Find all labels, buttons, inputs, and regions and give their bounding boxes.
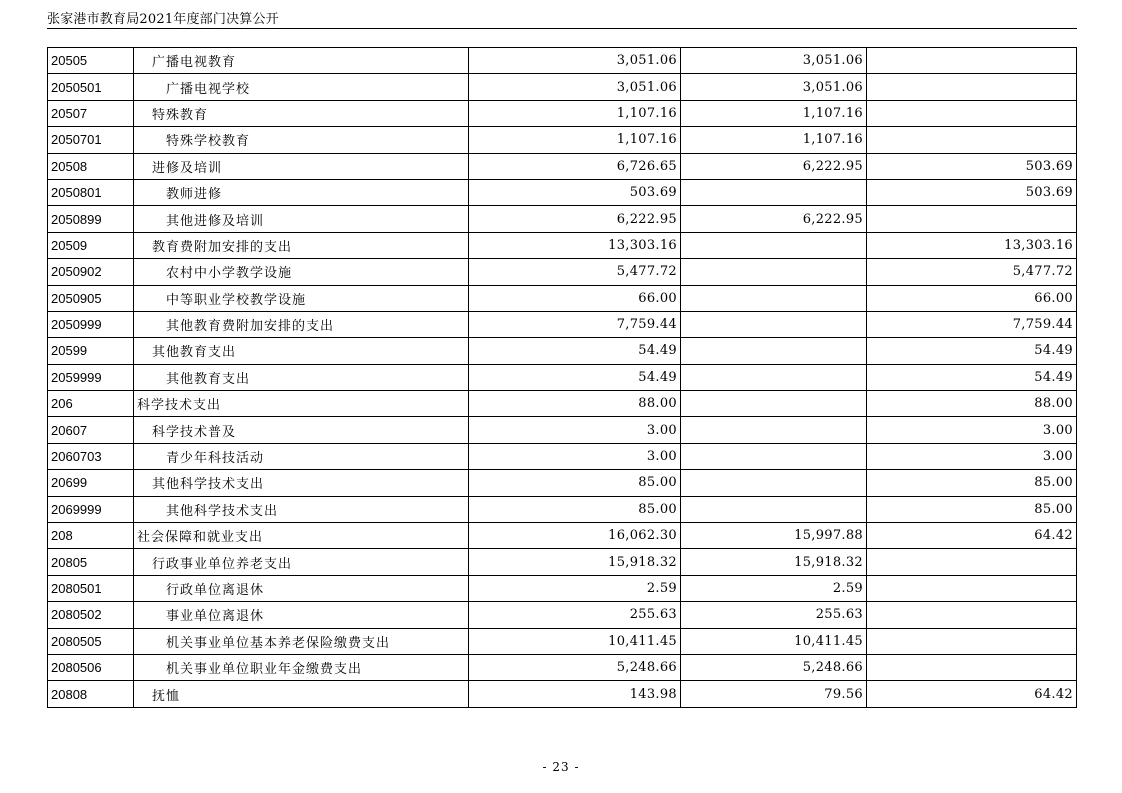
total-cell: 66.00	[469, 285, 681, 311]
project-expenditure-cell	[867, 549, 1077, 575]
project-expenditure-cell	[867, 127, 1077, 153]
item-name-cell: 抚恤	[134, 681, 469, 707]
total-cell: 3,051.06	[469, 74, 681, 100]
table-row	[48, 153, 1077, 179]
item-name-cell: 中等职业学校教学设施	[134, 285, 469, 311]
item-name-cell: 其他科学技术支出	[134, 496, 469, 522]
table-row	[48, 311, 1077, 337]
basic-expenditure-cell	[681, 417, 867, 443]
project-expenditure-cell: 503.69	[867, 179, 1077, 205]
total-cell: 255.63	[469, 602, 681, 628]
basic-expenditure-cell: 79.56	[681, 681, 867, 707]
table-row	[48, 48, 1077, 74]
code-cell: 2080505	[48, 628, 134, 654]
total-cell: 85.00	[469, 470, 681, 496]
total-cell: 1,107.16	[469, 100, 681, 126]
item-name-cell: 教育费附加安排的支出	[134, 232, 469, 258]
basic-expenditure-cell: 6,222.95	[681, 153, 867, 179]
table-row	[48, 285, 1077, 311]
item-name-cell: 广播电视学校	[134, 74, 469, 100]
code-cell: 2069999	[48, 496, 134, 522]
page-number: - 23 -	[542, 760, 580, 774]
basic-expenditure-cell	[681, 179, 867, 205]
total-cell: 13,303.16	[469, 232, 681, 258]
code-cell: 2050899	[48, 206, 134, 232]
item-name-cell: 事业单位离退休	[134, 602, 469, 628]
code-cell: 2050501	[48, 74, 134, 100]
basic-expenditure-cell: 3,051.06	[681, 48, 867, 74]
project-expenditure-cell: 3.00	[867, 443, 1077, 469]
table-row	[48, 338, 1077, 364]
project-expenditure-cell	[867, 48, 1077, 74]
basic-expenditure-cell	[681, 496, 867, 522]
basic-expenditure-cell: 5,248.66	[681, 654, 867, 680]
total-cell: 88.00	[469, 391, 681, 417]
basic-expenditure-cell	[681, 443, 867, 469]
code-cell: 2080501	[48, 575, 134, 601]
code-cell: 2050701	[48, 127, 134, 153]
basic-expenditure-cell: 10,411.45	[681, 628, 867, 654]
item-name-cell: 其他教育支出	[134, 364, 469, 390]
code-cell: 2060703	[48, 443, 134, 469]
project-expenditure-cell: 7,759.44	[867, 311, 1077, 337]
basic-expenditure-cell	[681, 338, 867, 364]
basic-expenditure-cell: 1,107.16	[681, 127, 867, 153]
total-cell: 6,726.65	[469, 153, 681, 179]
table-row	[48, 179, 1077, 205]
budget-table	[47, 47, 1077, 708]
code-cell: 20699	[48, 470, 134, 496]
basic-expenditure-cell	[681, 311, 867, 337]
table-row	[48, 127, 1077, 153]
project-expenditure-cell	[867, 575, 1077, 601]
item-name-cell: 行政事业单位养老支出	[134, 549, 469, 575]
total-cell: 10,411.45	[469, 628, 681, 654]
code-cell: 2080502	[48, 602, 134, 628]
code-cell: 20505	[48, 48, 134, 74]
total-cell: 54.49	[469, 338, 681, 364]
project-expenditure-cell: 5,477.72	[867, 259, 1077, 285]
total-cell: 5,477.72	[469, 259, 681, 285]
table-row	[48, 206, 1077, 232]
basic-expenditure-cell	[681, 259, 867, 285]
total-cell: 3.00	[469, 417, 681, 443]
table-row	[48, 232, 1077, 258]
item-name-cell: 特殊学校教育	[134, 127, 469, 153]
table-row	[48, 417, 1077, 443]
code-cell: 2050999	[48, 311, 134, 337]
item-name-cell: 特殊教育	[134, 100, 469, 126]
total-cell: 7,759.44	[469, 311, 681, 337]
code-cell: 2050801	[48, 179, 134, 205]
project-expenditure-cell: 64.42	[867, 523, 1077, 549]
total-cell: 15,918.32	[469, 549, 681, 575]
table-row	[48, 549, 1077, 575]
project-expenditure-cell: 85.00	[867, 496, 1077, 522]
project-expenditure-cell	[867, 100, 1077, 126]
basic-expenditure-cell: 6,222.95	[681, 206, 867, 232]
item-name-cell: 其他教育支出	[134, 338, 469, 364]
project-expenditure-cell: 64.42	[867, 681, 1077, 707]
project-expenditure-cell	[867, 74, 1077, 100]
project-expenditure-cell: 13,303.16	[867, 232, 1077, 258]
table-row	[48, 259, 1077, 285]
total-cell: 85.00	[469, 496, 681, 522]
code-cell: 206	[48, 391, 134, 417]
basic-expenditure-cell: 15,997.88	[681, 523, 867, 549]
table-row	[48, 602, 1077, 628]
code-cell: 20805	[48, 549, 134, 575]
table-row	[48, 364, 1077, 390]
table-row	[48, 681, 1077, 707]
total-cell: 2.59	[469, 575, 681, 601]
code-cell: 2080506	[48, 654, 134, 680]
basic-expenditure-cell	[681, 391, 867, 417]
item-name-cell: 机关事业单位基本养老保险缴费支出	[134, 628, 469, 654]
table-row	[48, 628, 1077, 654]
basic-expenditure-cell: 3,051.06	[681, 74, 867, 100]
total-cell: 143.98	[469, 681, 681, 707]
total-cell: 503.69	[469, 179, 681, 205]
header-rule	[47, 28, 1077, 29]
total-cell: 16,062.30	[469, 523, 681, 549]
document-header: 张家港市教育局2021年度部门决算公开	[47, 12, 279, 27]
table-row	[48, 100, 1077, 126]
basic-expenditure-cell	[681, 470, 867, 496]
project-expenditure-cell	[867, 628, 1077, 654]
project-expenditure-cell	[867, 654, 1077, 680]
basic-expenditure-cell: 15,918.32	[681, 549, 867, 575]
item-name-cell: 科学技术支出	[134, 391, 469, 417]
total-cell: 54.49	[469, 364, 681, 390]
total-cell: 1,107.16	[469, 127, 681, 153]
code-cell: 20509	[48, 232, 134, 258]
table-row	[48, 391, 1077, 417]
table-row	[48, 523, 1077, 549]
code-cell: 20808	[48, 681, 134, 707]
total-cell: 3,051.06	[469, 48, 681, 74]
table-row	[48, 496, 1077, 522]
project-expenditure-cell	[867, 602, 1077, 628]
total-cell: 3.00	[469, 443, 681, 469]
item-name-cell: 广播电视教育	[134, 48, 469, 74]
table-row	[48, 654, 1077, 680]
code-cell: 2059999	[48, 364, 134, 390]
table-row	[48, 575, 1077, 601]
project-expenditure-cell: 54.49	[867, 338, 1077, 364]
table-row	[48, 74, 1077, 100]
item-name-cell: 机关事业单位职业年金缴费支出	[134, 654, 469, 680]
budget-table-body	[48, 48, 1077, 708]
basic-expenditure-cell	[681, 285, 867, 311]
basic-expenditure-cell: 1,107.16	[681, 100, 867, 126]
item-name-cell: 其他教育费附加安排的支出	[134, 311, 469, 337]
code-cell: 20607	[48, 417, 134, 443]
item-name-cell: 青少年科技活动	[134, 443, 469, 469]
item-name-cell: 农村中小学教学设施	[134, 259, 469, 285]
table-row	[48, 470, 1077, 496]
table-row	[48, 443, 1077, 469]
code-cell: 20508	[48, 153, 134, 179]
basic-expenditure-cell: 2.59	[681, 575, 867, 601]
basic-expenditure-cell: 255.63	[681, 602, 867, 628]
item-name-cell: 科学技术普及	[134, 417, 469, 443]
item-name-cell: 进修及培训	[134, 153, 469, 179]
item-name-cell: 其他进修及培训	[134, 206, 469, 232]
item-name-cell: 教师进修	[134, 179, 469, 205]
basic-expenditure-cell	[681, 232, 867, 258]
code-cell: 20599	[48, 338, 134, 364]
project-expenditure-cell: 54.49	[867, 364, 1077, 390]
item-name-cell: 其他科学技术支出	[134, 470, 469, 496]
item-name-cell: 行政单位离退休	[134, 575, 469, 601]
project-expenditure-cell: 85.00	[867, 470, 1077, 496]
project-expenditure-cell	[867, 206, 1077, 232]
item-name-cell: 社会保障和就业支出	[134, 523, 469, 549]
code-cell: 2050902	[48, 259, 134, 285]
code-cell: 208	[48, 523, 134, 549]
basic-expenditure-cell	[681, 364, 867, 390]
project-expenditure-cell: 88.00	[867, 391, 1077, 417]
code-cell: 20507	[48, 100, 134, 126]
total-cell: 6,222.95	[469, 206, 681, 232]
project-expenditure-cell: 3.00	[867, 417, 1077, 443]
project-expenditure-cell: 503.69	[867, 153, 1077, 179]
project-expenditure-cell: 66.00	[867, 285, 1077, 311]
code-cell: 2050905	[48, 285, 134, 311]
total-cell: 5,248.66	[469, 654, 681, 680]
